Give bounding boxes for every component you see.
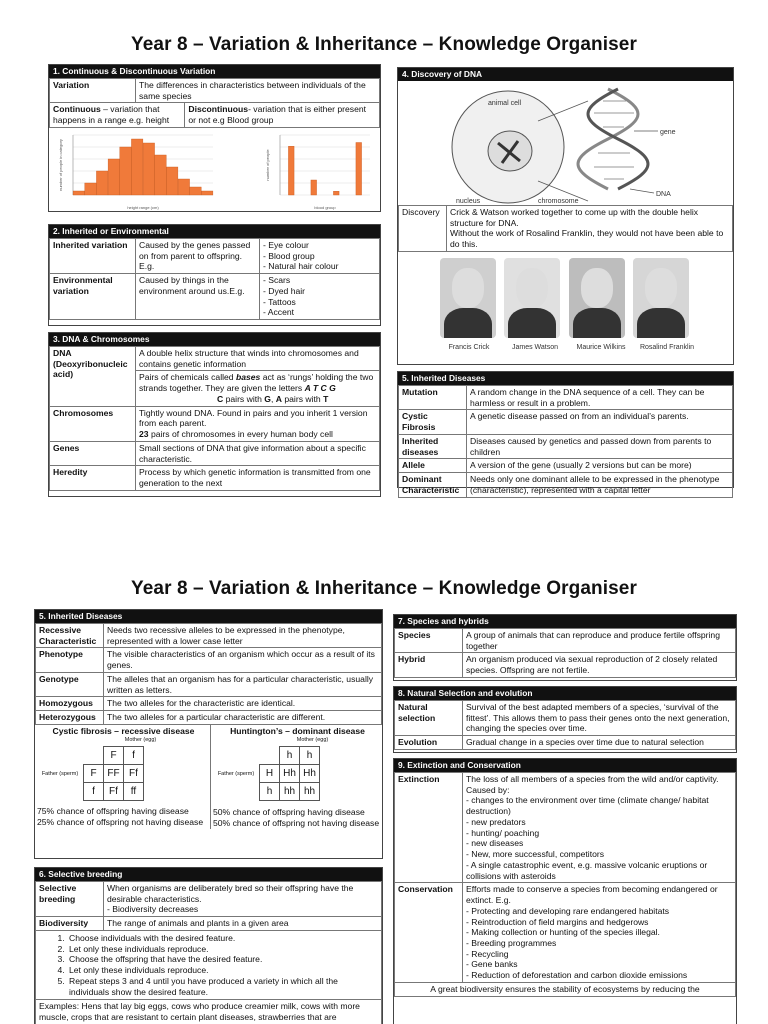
double-helix-icon	[578, 89, 648, 189]
cf-punnett-square: F f F FF Ff f Ff ff	[83, 746, 144, 801]
y-axis-label: number of people	[265, 149, 270, 181]
bar	[131, 139, 142, 195]
huntingtons-panel	[211, 725, 382, 829]
cystic-fibrosis-panel	[35, 725, 211, 829]
definition: The differences in characteristics between individuals of the same species	[136, 79, 380, 103]
portrait-icon	[440, 258, 496, 338]
section-extinction-conservation	[393, 758, 737, 1024]
term: Homozygous	[36, 697, 104, 711]
definition: Diseases caused by genetics and passed down from parents to children	[467, 434, 733, 458]
section-header: 2. Inherited or Environmental	[49, 225, 380, 238]
term: Natural selection	[395, 701, 463, 736]
term: Heredity	[50, 466, 136, 490]
mother-label: Mother (egg)	[124, 736, 157, 743]
section-variation: 1. Continuous & Discontinuous Variation Variation The differences in characteristics between individuals of the same species Continuous – variation that happens in a range e.g. height Discontinuous- variation that is either present or not e.g Blood group height range (cm) number of people in category blood group number of people	[48, 64, 381, 212]
term: Heterozygous	[36, 711, 104, 725]
definition: Tightly wound DNA. Found in pairs and you inherit 1 version from each parent. 23 pairs of chromosomes in every human body cell	[136, 406, 380, 441]
label-gene: gene	[660, 129, 676, 136]
definition: Needs two recessive alleles to be expressed in the phenotype, represented with a lower case letter	[104, 624, 382, 648]
bar	[85, 183, 96, 195]
bar	[108, 159, 119, 195]
term: Allele	[399, 459, 467, 473]
definition: A group of animals that can reproduce and produce fertile offspring together	[463, 629, 736, 653]
term: Species	[395, 629, 463, 653]
section-selective-breeding	[34, 867, 383, 1024]
label-chromosome: chromosome	[538, 198, 579, 205]
definition: Efforts made to conserve a species from becoming endangered or extinct. E.g. - Protecting and developing rare endangered habitats - Reintroduction of field margins and hedgerows - Making collection or hunting of the species illegal. - Breeding programmes - Recycling - Gene banks - Reduction of deforestation and carbon dioxide emissions	[463, 883, 736, 983]
section-header: 3. DNA & Chromosomes	[49, 333, 380, 346]
section-header: 6. Selective breeding	[35, 868, 382, 881]
cf-probability: 75% chance of offspring having disease 25% chance of offspring not having disease	[37, 806, 204, 828]
footer-text: A great biodiversity ensures the stability of ecosystems by reducing the	[395, 982, 736, 996]
definition: The range of animals and plants in a given area	[104, 917, 382, 931]
term: Discovery	[399, 206, 447, 252]
definition: Small sections of DNA that give information about a specific characteristic.	[136, 441, 380, 465]
section-header: 5. Inherited Diseases	[398, 372, 733, 385]
cell-dna-diagram	[398, 81, 733, 205]
bar	[96, 171, 107, 195]
term: Evolution	[395, 736, 463, 750]
definition: Caused by things in the environment around us.E.g.	[136, 274, 260, 320]
definition: The loss of all members of a species from the wild and/or captivity. Caused by: - changes to the environment over time (climate change/ habitat destruction) - new predators - hunting/ poaching - new diseases - New, more successful, competitors - A single catastrophic event, e.g. massive volcanic eruptions or collisions with asteroids	[463, 773, 736, 883]
definition: The two alleles for the characteristic are identical.	[104, 697, 382, 711]
y-axis-label: number of people in category	[58, 139, 63, 191]
definition: A version of the gene (usually 2 versions but can be more)	[467, 459, 733, 473]
section-inherited-environmental	[48, 224, 381, 326]
caption: James Watson	[511, 343, 559, 351]
term: Phenotype	[36, 648, 104, 672]
term: Recessive Characteristic	[36, 624, 104, 648]
term: Genotype	[36, 672, 104, 696]
term: Extinction	[395, 773, 463, 883]
bar	[143, 143, 154, 195]
bar	[201, 191, 212, 195]
definition: Crick & Watson worked together to come up with the double helix structure for DNA. Without the work of Rosalind Franklin, they would not have been able to do this.	[447, 206, 733, 252]
section-discovery-dna	[397, 67, 734, 365]
definition: Needs only one dominant allele to be expressed in the phenotype (characteristic), represented with a capital letter	[467, 473, 733, 497]
term: Mutation	[399, 386, 467, 410]
definition: Process by which genetic information is transmitted from one generation to the next	[136, 466, 380, 490]
father-label: Father (sperm)	[41, 770, 79, 777]
term: Hybrid	[395, 653, 463, 677]
term: Variation	[50, 79, 136, 103]
term: Genes	[50, 441, 136, 465]
portrait-icon	[569, 258, 625, 338]
list-item: 5. Repeat steps 3 and 4 until you have produced a variety in which all the individuals show the desired feature.	[67, 976, 378, 997]
hd-title: Huntington’s – dominant disease	[230, 725, 365, 736]
examples: - Scars - Dyed hair - Tattoos - Accent	[260, 274, 380, 320]
section-header: 7. Species and hybrids	[394, 615, 736, 628]
section-inherited-diseases-2	[34, 609, 383, 859]
list-item: 4. Let only these individuals reproduce.	[67, 965, 378, 976]
definition: The two alleles for a particular characteristic are different.	[104, 711, 382, 725]
definition: A random change in the DNA sequence of a cell. They can be harmless or result in a problem.	[467, 386, 733, 410]
label-nucleus: nucleus	[456, 198, 481, 205]
bar	[190, 187, 201, 195]
term: Cystic Fibrosis	[399, 410, 467, 434]
x-axis-label: blood group	[314, 205, 336, 210]
caption: Maurice Wilkins	[576, 343, 626, 351]
definition: Gradual change in a species over time due to natural selection	[463, 736, 736, 750]
page-title: Year 8 – Variation & Inheritance – Knowledge Organiser	[131, 578, 637, 599]
list-item: 1. Choose individuals with the desired feature.	[67, 933, 378, 944]
scientist-photos	[398, 252, 733, 341]
scientist-captions	[398, 341, 733, 353]
section-species-hybrids	[393, 614, 737, 681]
punnett-squares	[35, 725, 382, 829]
label-dna: DNA	[656, 191, 671, 198]
x-axis-label: height range (cm)	[127, 205, 159, 210]
definition: A double helix structure that winds into chromosomes and contains genetic information	[136, 347, 380, 371]
bar	[311, 180, 317, 195]
list-item: 2. Let only these individuals reproduce.	[67, 944, 378, 955]
caption: Francis Crick	[448, 343, 490, 351]
hd-punnett-square: h h H Hh Hh h hh hh	[259, 746, 320, 801]
section-header: 1. Continuous & Discontinuous Variation	[49, 65, 380, 78]
term: Dominant Characteristic	[399, 473, 467, 497]
definition: The alleles that an organism has for a particular characteristic, usually written as letters.	[104, 672, 382, 696]
term: Inherited variation	[50, 239, 136, 274]
section-header: 8. Natural Selection and evolution	[394, 687, 736, 700]
bar	[73, 191, 84, 195]
bar	[166, 167, 177, 195]
definition: An organism produced via sexual reproduction of 2 closely related species. Offspring are not fertile.	[463, 653, 736, 677]
height-histogram	[57, 131, 217, 211]
bar	[356, 143, 362, 196]
definition: Survival of the best adapted members of a species, ‘survival of the fittest’. This allows them to pass their genes onto the next generation, changing the species over time.	[463, 701, 736, 736]
page-title: Year 8 – Variation & Inheritance – Knowledge Organiser	[131, 34, 637, 55]
term: Biodiversity	[36, 917, 104, 931]
section-dna-chromosomes	[48, 332, 381, 497]
definition: Pairs of chemicals called bases act as ‘rungs’ holding the two strands together. They are given the letters A T C G C pairs with G, A pairs with T	[136, 371, 380, 406]
bar	[178, 179, 189, 195]
father-label: Father (sperm)	[217, 770, 255, 777]
examples: - Eye colour - Blood group - Natural hair colour	[260, 239, 380, 274]
definition: When organisms are deliberately bred so their offspring have the desirable characteristics. - Biodiversity decreases	[104, 882, 382, 917]
portrait-icon	[633, 258, 689, 338]
bar	[288, 146, 294, 195]
breeding-steps	[39, 933, 378, 997]
mother-label: Mother (egg)	[296, 736, 329, 743]
cf-title: Cystic fibrosis – recessive disease	[52, 725, 195, 736]
term: Inherited diseases	[399, 434, 467, 458]
hd-probability: 50% chance of offspring having disease 50% chance of offspring not having disease	[213, 807, 380, 829]
bar	[120, 147, 131, 195]
definition: The visible characteristics of an organism which occur as a result of its genes.	[104, 648, 382, 672]
label-cell: animal cell	[488, 100, 522, 107]
definition: Caused by the genes passed on from parent to offspring. E.g.	[136, 239, 260, 274]
term: Environmental variation	[50, 274, 136, 320]
term: Conservation	[395, 883, 463, 983]
examples: Examples: Hens that lay big eggs, cows who produce creamier milk, cows with more muscle, crops that are resistant to certain plant diseases, strawberries that are	[36, 1000, 382, 1024]
section-header: 4. Discovery of DNA	[398, 68, 733, 81]
section-header: 5. Inherited Diseases	[35, 610, 382, 623]
list-item: 3. Choose the offspring that have the desired feature.	[67, 954, 378, 965]
term: Chromosomes	[50, 406, 136, 441]
section-inherited-diseases-1	[397, 371, 734, 495]
bar	[155, 155, 166, 195]
portrait-icon	[504, 258, 560, 338]
caption: Rosalind Franklin	[639, 343, 695, 351]
term: Selective breeding	[36, 882, 104, 917]
definition: A genetic disease passed on from an individual’s parents.	[467, 410, 733, 434]
bar	[333, 191, 339, 195]
section-natural-selection	[393, 686, 737, 753]
section-header: 9. Extinction and Conservation	[394, 759, 736, 772]
term: DNA (Deoxyribonucleic acid)	[50, 347, 136, 407]
blood-group-bar-chart	[264, 131, 374, 211]
